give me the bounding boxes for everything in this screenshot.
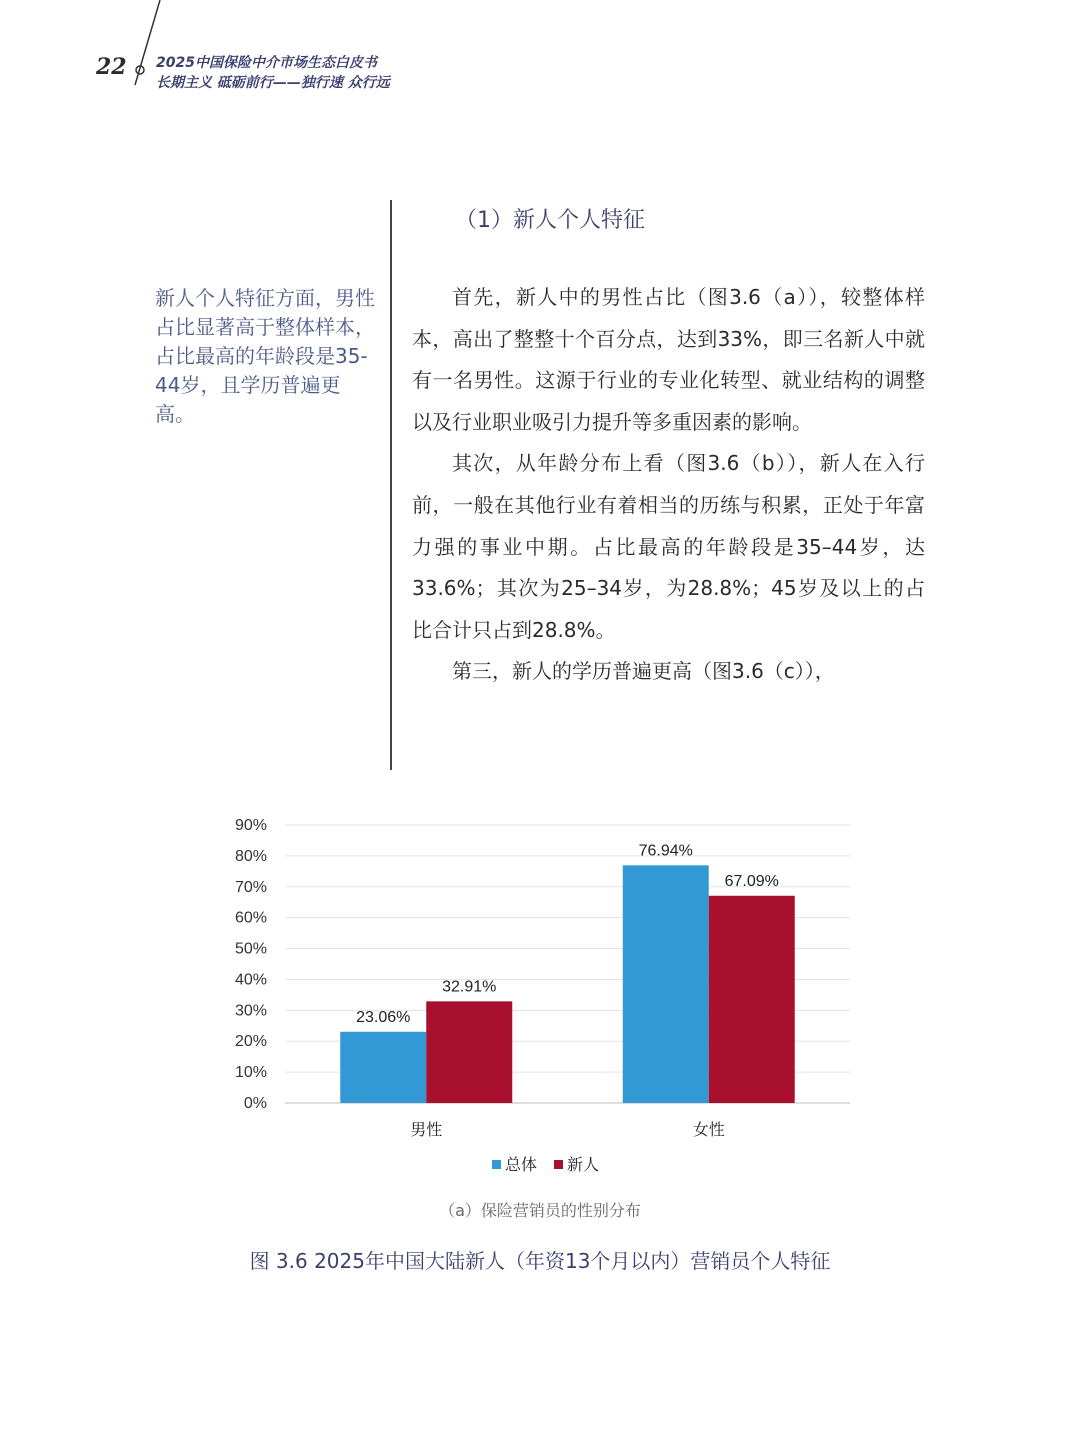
data-label: 76.94% xyxy=(638,842,693,860)
y-tick-label: 50% xyxy=(234,940,267,958)
bar-overall xyxy=(623,865,709,1103)
column-divider xyxy=(390,200,392,770)
x-tick-label: 女性 xyxy=(692,1120,725,1139)
data-label: 67.09% xyxy=(724,872,779,890)
y-tick-label: 0% xyxy=(243,1095,267,1112)
data-label: 23.06% xyxy=(356,1008,411,1026)
y-tick-label: 70% xyxy=(234,878,267,896)
y-tick-label: 30% xyxy=(234,1002,267,1020)
gender-bar-chart xyxy=(220,810,870,1190)
y-tick-label: 20% xyxy=(234,1033,267,1051)
y-tick-label: 90% xyxy=(234,817,267,834)
legend-label: 新人 xyxy=(567,1155,600,1174)
y-tick-label: 60% xyxy=(234,909,267,927)
body-paragraph: 其次，从年龄分布上看（图3.6（b）），新人在入行前，一般在其他行业有着相当的历练与积累，正处于年富力强的事业中期。占比最高的年龄段是35–44岁，达33.6%；其次为25–34岁，为28.8%；45岁及以上的占比合计只占到28.8%。 xyxy=(412,451,925,642)
header-subtitle: 长期主义 砥砺前行——独行速 众行远 xyxy=(156,75,390,91)
header-title: 2025中国保险中介市场生态白皮书 xyxy=(156,55,377,71)
body-paragraph: 首先，新人中的男性占比（图3.6（a）），较整体样本，高出了整整十个百分点，达到33%，即三名新人中就有一名男性。这源于行业的专业化转型、就业结构的调整以及行业职业吸引力提升等多重因素的影响。 xyxy=(412,285,925,434)
bar-overall xyxy=(340,1032,426,1103)
y-tick-label: 80% xyxy=(234,847,267,865)
body-paragraph: 第三，新人的学历普遍更高（图3.6（c））， xyxy=(452,659,835,684)
y-tick-label: 40% xyxy=(234,971,267,989)
y-tick-label: 10% xyxy=(234,1064,267,1082)
bar-newcomer xyxy=(709,896,795,1103)
page-number: 22 xyxy=(96,54,127,80)
body-text xyxy=(412,277,925,693)
bar-newcomer xyxy=(426,1001,512,1103)
legend-swatch xyxy=(492,1160,501,1169)
figure-title: 图 3.6 2025年中国大陆新人（年资13个月以内）营销员个人特征 xyxy=(249,1249,831,1273)
section-heading: （1）新人个人特征 xyxy=(455,208,645,233)
data-label: 32.91% xyxy=(442,978,497,996)
sidebar-note: 新人个人特征方面，男性占比显著高于整体样本，占比最高的年龄段是35-44岁，且学历普遍更高。 xyxy=(155,286,375,426)
x-tick-label: 男性 xyxy=(410,1120,443,1139)
legend-label: 总体 xyxy=(505,1155,538,1174)
legend-swatch xyxy=(554,1160,563,1169)
chart-caption: （a）保险营销员的性别分布 xyxy=(439,1201,641,1220)
